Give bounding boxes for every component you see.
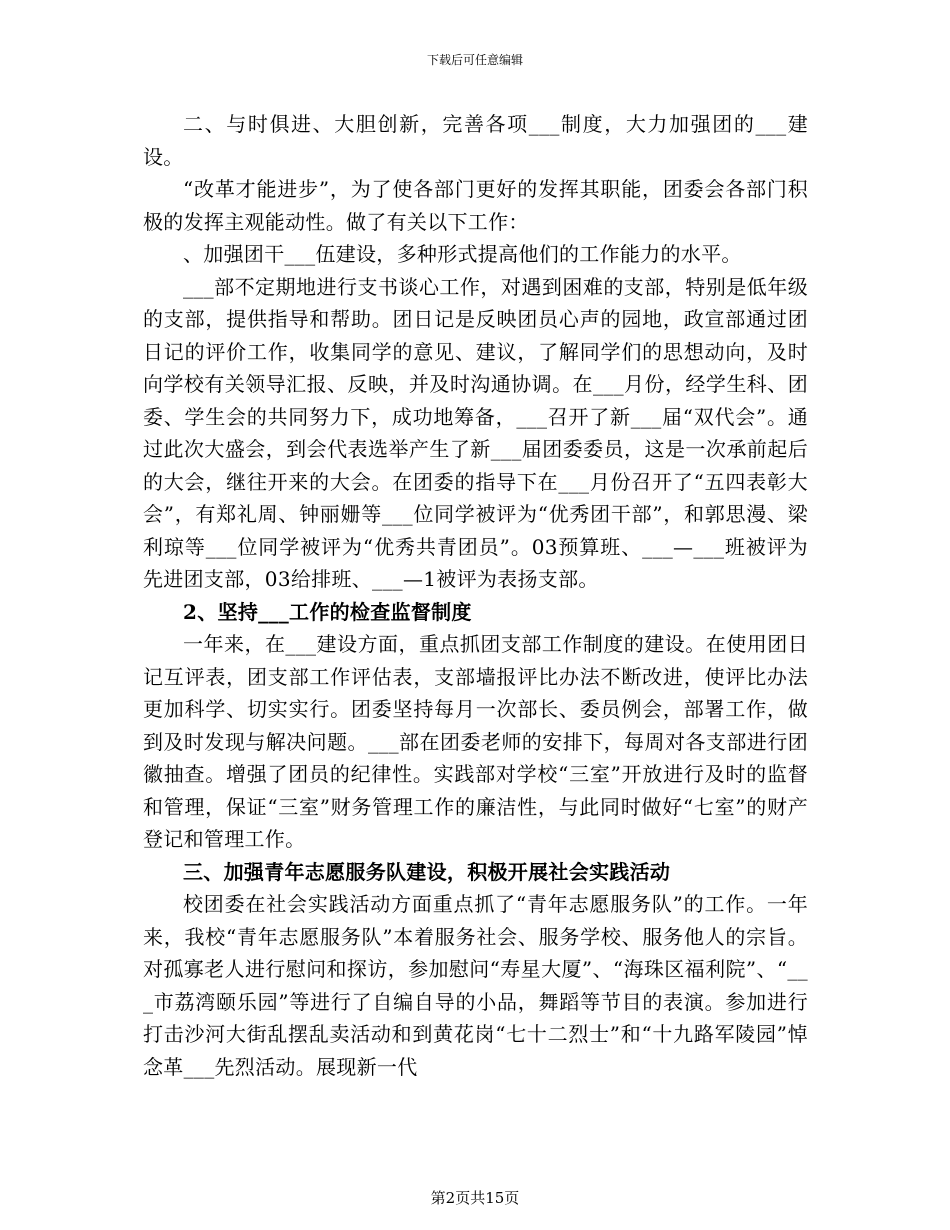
paragraph-supervision-detail: 一年来，在___建设方面，重点抓团支部工作制度的建设。在使用团日记互评表，团支部工作评估表，支部墙报评比办法不断改进，使评比办法更加科学、切实实行。团委坚持每月一次部长、委员例会，部署工作，做到及时发现与解决问题。___部在团委老师的安排下，每周对各支部进行团徽抽查。增强了团员的纪律性。实践部对学校“三室”开放进行及时的监督和管理，保证“三室”财务管理工作的廉洁性，与此同时做好“七室”的财产登记和管理工作。	[143, 632, 808, 851]
paragraph-section-two-title: 二、与时俱进、大胆创新，完善各项___制度，大力加强团的___建设。	[143, 112, 808, 169]
page-number-footer: 第2页共15页	[430, 1189, 520, 1207]
paragraph-reform-intro: “改革才能进步”，为了使各部门更好的发挥其职能，团委会各部门积极的发挥主观能动性。做了有关以下工作：	[143, 177, 808, 234]
document-body	[143, 108, 808, 1083]
heading-supervision-system: 2、坚持___工作的检查监督制度	[183, 599, 472, 624]
page-header-note: 下载后可任意编辑	[426, 53, 523, 67]
paragraph-branch-work: ___部不定期地进行支书谈心工作，对遇到困难的支部，特别是低年级的支部，提供指导和帮助。团日记是反映团员心声的园地，政宣部通过团日记的评价工作，收集同学的意见、建议，了解同学们的思想动向，及时向学校有关领导汇报、反映，并及时沟通协调。在___月份，经学生科、团委、学生会的共同努力下，成功地筹备，___召开了新___届“双代会”。通过此次大盛会，到会代表选举产生了新___届团委委员，这是一次承前起后的大会，继往开来的大会。在团委的指导下在___月份召开了“五四表彰大会”，有郑礼周、钟丽姗等___位同学被评为“优秀团干部”，和郭思漫、梁利琼等___位同学被评为“优秀共青团员”。03预算班、___—___班被评为先进团支部，03给排班、___—1被评为表扬支部。	[143, 274, 808, 591]
paragraph-cadre-building: 、加强团干___伍建设，多种形式提高他们的工作能力的水平。	[183, 242, 742, 266]
heading-volunteer-service: 三、加强青年志愿服务队建设，积极开展社会实践活动	[183, 859, 671, 884]
paragraph-volunteer-detail: 校团委在社会实践活动方面重点抓了“青年志愿服务队”的工作。一年来，我校“青年志愿服务队”本着服务社会、服务学校、服务他人的宗旨。对孤寡老人进行慰问和探访，参加慰问“寿星大厦”、“海珠区福利院”、“___市荔湾颐乐园”等进行了自编自导的小品，舞蹈等节目的表演。参加进行打击沙河大街乱摆乱卖活动和到黄花岗“七十二烈士”和“十九路军陵园”悼念革___先烈活动。展现新一代	[143, 892, 808, 1079]
